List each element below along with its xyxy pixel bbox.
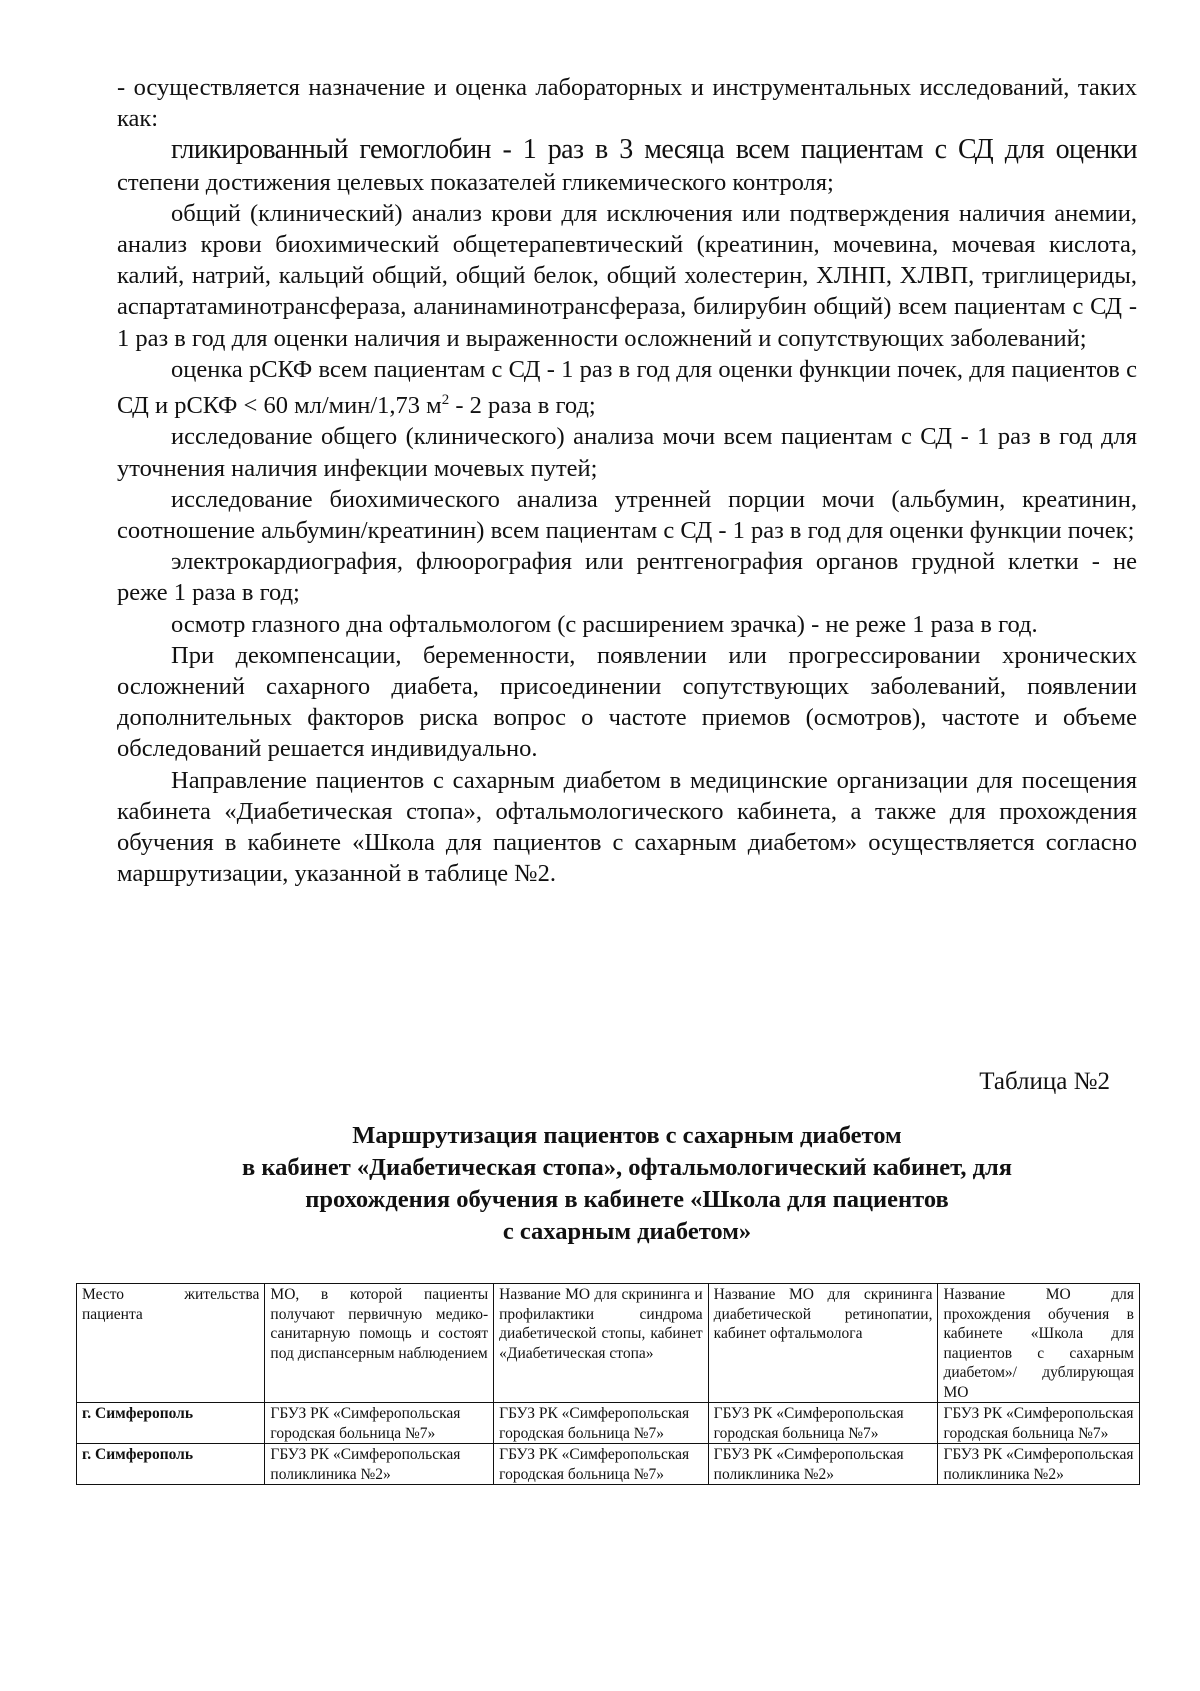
paragraph-referral: Направление пациентов с сахарным диабетом в медицинские организации для посещения кабинета «Диабетическая стопа», офтальмологического кабинета, а также для прохождения обучения в кабинете «Школа для пациентов с сахарным диабетом» осуществляется согласно маршрутизации, указанной в таблице №2. bbox=[117, 766, 1137, 888]
table-row bbox=[77, 1403, 1140, 1444]
table-header-row bbox=[77, 1284, 1140, 1403]
superscript: 2 bbox=[441, 392, 450, 409]
table-cell: ГБУЗ РК «Симферопольская поликлиника №2» bbox=[938, 1444, 1140, 1485]
paragraph-gfr-tail: - 2 раза в год; bbox=[449, 392, 596, 420]
table-cell: ГБУЗ РК «Симферопольская поликлиника №2» bbox=[708, 1444, 938, 1485]
table-cell: ГБУЗ РК «Симферопольская городская больница №7» bbox=[708, 1403, 938, 1444]
table-caption: Таблица №2 bbox=[979, 1068, 1110, 1095]
header-diabetic-foot: Название МО для скрининга и профилактики синдрома диабетической стопы, кабинет «Диабетическая стопа» bbox=[494, 1284, 709, 1403]
paragraph-blood-analysis: общий (клинический) анализ крови для исключения или подтверждения наличия анемии, анализ крови биохимический общетерапевтический (креатинин, мочевина, мочевая кислота, калий, натрий, кальций общий, общий белок, общий холестерин, ХЛНП, ХЛВП, триглицериды, аспартатаминотрансфераза, аланинаминотрансфераза, билирубин общий) всем пациентам с СД - 1 раз в год для оценки наличия и выраженности осложнений и сопутствующих заболеваний; bbox=[117, 199, 1137, 352]
table-cell: ГБУЗ РК «Симферопольская поликлиника №2» bbox=[265, 1444, 494, 1485]
title-line: Маршрутизация пациентов с сахарным диабетом bbox=[352, 1122, 902, 1149]
routing-table bbox=[76, 1283, 1140, 1485]
header-retinopathy: Название МО для скрининга диабетической ретинопатии, кабинет офтальмолога bbox=[708, 1284, 938, 1403]
paragraph-intro: - осуществляется назначение и оценка лабораторных и инструментальных исследований, таких как: bbox=[117, 74, 1137, 133]
header-school: Название МО для прохождения обучения в кабинете «Школа для пациентов с сахарным диабетом»/ дублирующая МО bbox=[938, 1284, 1140, 1403]
paragraph-gfr-text: оценка рСКФ всем пациентам с СД - 1 раз в год для оценки функции почек, для пациентов с СД и рСКФ < 60 мл/мин/1,73 м bbox=[117, 355, 1137, 420]
table-cell: г. Симферополь bbox=[77, 1403, 265, 1444]
table-cell: ГБУЗ РК «Симферопольская городская больница №7» bbox=[494, 1444, 709, 1485]
table-cell: ГБУЗ РК «Симферопольская городская больница №7» bbox=[938, 1403, 1140, 1444]
title-line: прохождения обучения в кабинете «Школа для пациентов bbox=[305, 1186, 949, 1213]
paragraph-gfr bbox=[117, 354, 1137, 422]
table-row bbox=[77, 1444, 1140, 1485]
body-text bbox=[117, 72, 1137, 889]
paragraph-hba1c bbox=[117, 134, 1137, 197]
paragraph-urine-general: исследование общего (клинического) анализа мочи всем пациентам с СД - 1 раз в год для уточнения наличия инфекции мочевых путей; bbox=[117, 423, 1137, 482]
table-cell: ГБУЗ РК «Симферопольская городская больница №7» bbox=[494, 1403, 709, 1444]
paragraph-hba1c-rest: степени достижения целевых показателей гликемического контроля; bbox=[117, 168, 834, 196]
header-residence: Место жительства пациента bbox=[77, 1284, 265, 1403]
paragraph-ecg: электрокардиография, флюорография или рентгенография органов грудной клетки - не реже 1 раза в год; bbox=[117, 548, 1137, 607]
paragraph-urine-biochem: исследование биохимического анализа утренней порции мочи (альбумин, креатинин, соотношение альбумин/креатинин) всем пациентам с СД - 1 раз в год для оценки функции почек; bbox=[117, 485, 1137, 544]
table-title bbox=[117, 1120, 1137, 1248]
title-line: в кабинет «Диабетическая стопа», офтальмологический кабинет, для bbox=[242, 1154, 1012, 1181]
paragraph-hba1c-lead: гликированный гемоглобин - 1 раз в 3 месяца всем пациентам с СД для оценки bbox=[171, 134, 1137, 166]
paragraph-decompensation: При декомпенсации, беременности, появлении или прогрессировании хронических осложнений сахарного диабета, присоединении сопутствующих заболеваний, появлении дополнительных факторов риска вопрос о частоте приемов (осмотров), частоте и объеме обследований решается индивидуально. bbox=[117, 641, 1137, 763]
header-primary-care: МО, в которой пациенты получают первичную медико-санитарную помощь и состоят под диспансерным наблюдением bbox=[265, 1284, 494, 1403]
title-line: с сахарным диабетом» bbox=[502, 1218, 752, 1245]
table-cell: ГБУЗ РК «Симферопольская городская больница №7» bbox=[265, 1403, 494, 1444]
paragraph-fundus: осмотр глазного дна офтальмологом (с расширением зрачка) - не реже 1 раза в год. bbox=[171, 610, 1038, 638]
table-cell: г. Симферополь bbox=[77, 1444, 265, 1485]
